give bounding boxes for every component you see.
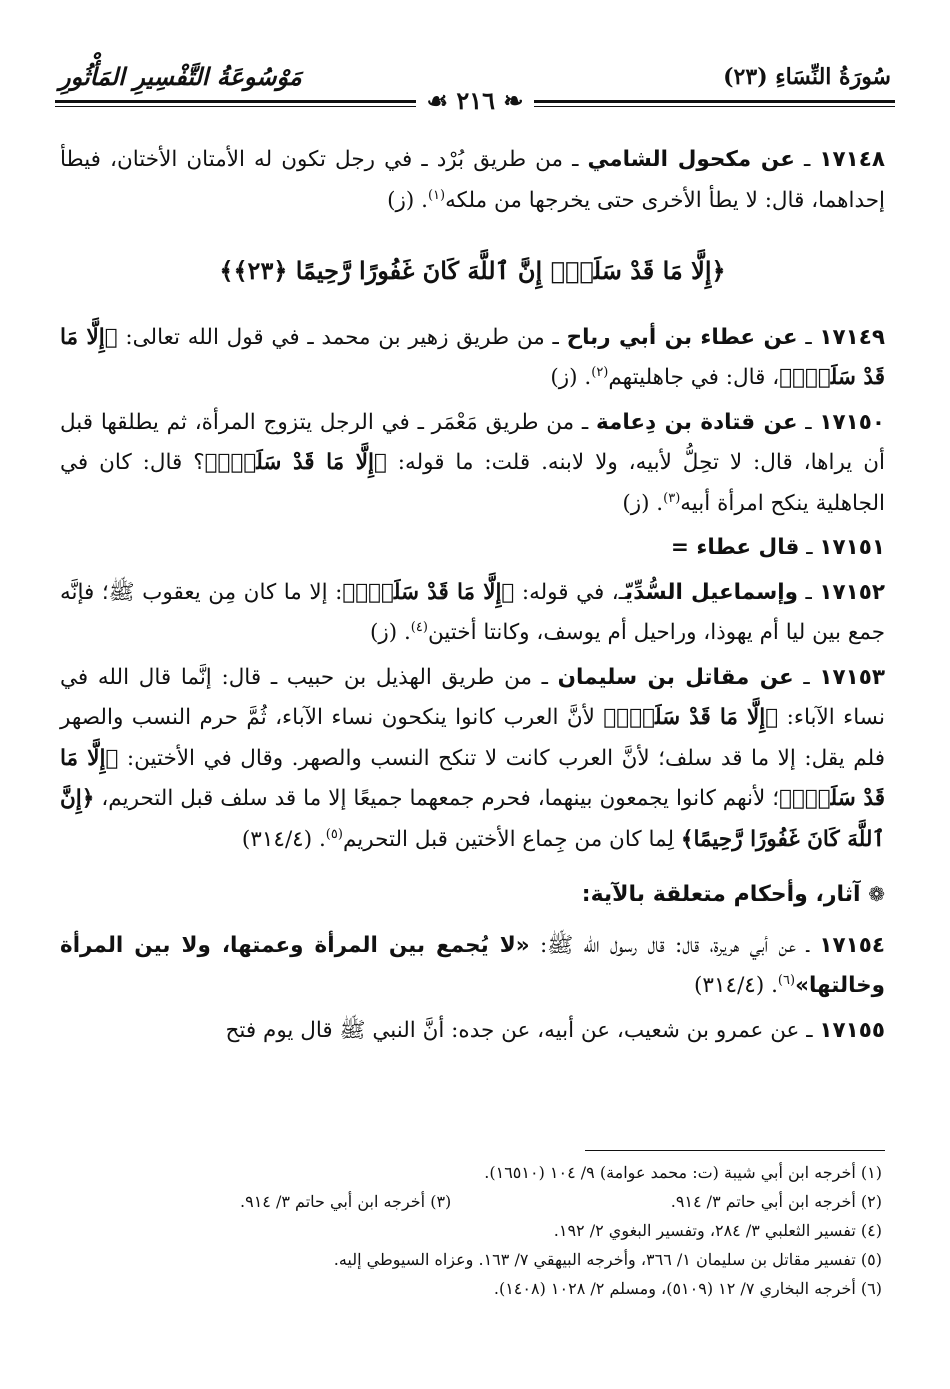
book-title: مَوْسُوعَةُ التَّفْسِيرِ المَأْثُورِ <box>59 62 302 91</box>
narrator-name: عن قتادة بن دِعامة <box>596 409 798 435</box>
athar-text: ـ عن عمرو بن شعيب، عن أبيه، عن جده: أنَّ النبي ﷺ قال يوم فتح <box>225 1017 813 1043</box>
footnote-3: (٣) أخرجه ابن أبي حاتم ٣/ ٩١٤. <box>240 1192 452 1211</box>
footnote-2: (٢) أخرجه ابن أبي حاتم ٣/ ٩١٤. <box>670 1192 882 1211</box>
footnote-ref: (١) <box>427 187 446 203</box>
footnote-ref: (٥) <box>325 826 343 842</box>
paragraph-17152: ١٧١٥٢ ـ وإسماعيل السُّدِّيّـ، في قوله: ﴿إِلَّا مَا قَدْ سَلَفَۗ﴾: إلا ما كان مِن يعقوب ﷺ؛ فإنَّه جمع بين ليا أم يهوذا، وراحيل أم يوسف، وكانتا أختين$^{(٤)}$. (ز) <box>60 579 885 645</box>
athar-text-2: ، قال: في جاهليتهم <box>608 365 780 390</box>
athar-text-2: : إلا ما كان مِن يعقوب ﷺ؛ فإنَّه جمع بين ليا أم يهوذا، وراحيل أم يوسف، وكانتا أختين <box>60 579 885 645</box>
paragraph-17153: ١٧١٥٣ ـ عن مقاتل بن سليمان ـ من طريق الهذيل بن حبيب ـ قال: إنَّما قال الله في نساء الآباء: ﴿إِلَّا مَا قَدْ سَلَفَۗ﴾ لأنَّ العرب كانوا ينكحون نساء الآباء، ثُمَّ حرم النسب والصهر فلم يقل: إلا ما قد سلف؛ لأنَّ العرب كانت لا تنكح النسب والصهر. وقال في الأختين: ﴿إِلَّا مَا قَدْ سَلَفَۗ﴾؛ لأنهم كانوا يجمعون بينهما، فحرم جمعهما جميعًا إلا ما قد سلف قبل التحريم، ﴿إِنَّ ٱللَّهَ كَانَ غَفُورًا رَّحِيمًا﴾ لِما كان من جِماع الأختين قبل التحريم$^{(٥)}$. (٣١٤/٤) <box>60 664 886 852</box>
paragraph-17151: ١٧١٥١ ـ قال عطاء = <box>670 535 885 560</box>
narrator-name: وإسماعيل السُّدِّيّ <box>625 579 799 605</box>
flower-icon: ❁ <box>868 882 885 906</box>
athar-text: ـ، في قوله: <box>521 579 626 605</box>
athar-text: ـ من طريق مَعْمَر ـ في الرجل يتزوج المرأة، ثم يطلقها قبل أن يراها، قال: لا تحِلُّ لأبيه، ولا لابنه. قلت: ما قوله: <box>60 409 885 475</box>
footnote-ref: (٣) <box>663 490 681 506</box>
footnote-1: (١) أخرجه ابن أبي شيبة (ت: محمد عوامة) ٩/ ١٠٤ (١٦٥١٠). <box>484 1163 882 1182</box>
footnote-4: (٤) تفسير الثعلبي ٣/ ٢٨٤، وتفسير البغوي ٢/ ١٩٢. <box>553 1221 882 1240</box>
footnote-ref: (٤) <box>410 619 428 635</box>
athar-tail: . (ز) <box>622 490 664 516</box>
athar-number: ١٧١٤٩ <box>819 324 885 350</box>
paragraph-17150: ١٧١٥٠ ـ عن قتادة بن دِعامة ـ من طريق مَعْمَر ـ في الرجل يتزوج المرأة، ثم يطلقها قبل أن يراها، قال: لا تحِلُّ لأبيه، ولا لابنه. قلت: ما قوله: ﴿إِلَّا مَا قَدْ سَلَفَۗ﴾؟ قال: كان في الجاهلية ينكح امرأة أبيه$^{(٣)}$. (ز) <box>60 409 886 516</box>
footnote-ref: (٢) <box>591 364 609 380</box>
athar-tail: . (ز) <box>387 187 428 213</box>
paragraph-17149: ١٧١٤٩ ـ عن عطاء بن أبي رباح ـ من طريق زهير بن محمد ـ في قول الله تعالى: ﴿إِلَّا مَا قَدْ سَلَفَۗ﴾، قال: في جاهليتهم$^{(٢)}$. (ز) <box>60 324 885 390</box>
quran-verse: ﴿إِلَّا مَا قَدْ سَلَفَۗ إِنَّ ٱللَّهَ كَانَ غَفُورًا رَّحِيمًا ﴿٢٣﴾﴾ <box>219 256 726 285</box>
footnote-5: (٥) تفسير مقاتل بن سليمان ١/ ٣٦٦، وأخرجه البيهقي ٧/ ١٦٣. وعزاه السيوطي إليه. <box>333 1250 882 1269</box>
athar-number: ١٧١٥٢ <box>819 579 885 605</box>
athar-text-4: لِما كان من جِماع الأختين قبل التحريم <box>342 826 674 852</box>
athar-text: ـ من طريق بُرْد ـ في رجل تكون له الأمتان الأختان، فيطأ إحداهما، قال: لا يطأ الأخرى حتى يخرجها من ملكه <box>60 147 885 213</box>
verse-quote: ﴿إِلَّا مَا قَدْ سَلَفَۗ﴾ <box>204 450 387 475</box>
narrator-name: قال عطاء = <box>670 535 800 560</box>
athar-number: ١٧١٥١ <box>819 535 885 560</box>
athar-text-2: ؟ قال: كان في الجاهلية ينكح امرأة أبيه <box>60 450 885 516</box>
verse-quote-2: ﴿إِلَّا مَا قَدْ سَلَفَۗ﴾ <box>60 745 885 811</box>
athar-number: ١٧١٤٨ <box>819 147 885 172</box>
athar-number: ١٧١٥٠ <box>819 409 886 435</box>
verse-quote: ﴿إِلَّا مَا قَدْ سَلَفَۗ﴾ <box>342 579 515 605</box>
athar-number: ١٧١٥٥ <box>819 1017 885 1043</box>
paragraph-17148: ١٧١٤٨ ـ عن مكحول الشامي ـ من طريق بُرْد ـ في رجل تكون له الأمتان الأختان، فيطأ إحداهما، قال: لا يطأ الأخرى حتى يخرجها من ملكه$^{(١)}$. (ز) <box>60 147 885 213</box>
main-text <box>60 140 885 1055</box>
athar-tail: . (٣١٤/٤) <box>694 973 778 998</box>
footnotes <box>70 1158 882 1303</box>
hadith-quote: «لا يُجمع بين المرأة وعمتها، ولا بين المرأة وخالتها» <box>60 932 885 998</box>
section-heading: ❁ آثار، وأحكام متعلقة بالآية: <box>581 882 885 907</box>
footnote-6: (٦) أخرجه البخاري ٧/ ١٢ (٥١٠٩)، ومسلم ٢/ ١٠٢٨ (١٤٠٨). <box>493 1279 882 1298</box>
athar-number: ١٧١٥٣ <box>819 664 886 690</box>
footnote-ref: (٦) <box>777 972 796 988</box>
paragraph-17154 <box>60 926 885 1007</box>
athar-text: ـ من طريق الهذيل بن حبيب ـ قال: إنَّما قال الله في نساء الآباء: <box>60 664 885 730</box>
footnote-separator <box>585 1150 885 1151</box>
athar-text: ـ عن أبي هريرة، قال: قال رسول الله ﷺ: <box>539 932 810 958</box>
page-number: ٢١٦ <box>456 86 496 115</box>
athar-tail: . (٣١٤/٤) <box>241 826 326 852</box>
verse-quote: ﴿إِلَّا مَا قَدْ سَلَفَۗ﴾ <box>603 705 779 730</box>
athar-text: ـ من طريق زهير بن محمد ـ في قول الله تعالى: <box>125 324 559 350</box>
narrator-name: عن مقاتل بن سليمان <box>557 664 794 690</box>
narrator-name: عن عطاء بن أبي رباح <box>566 324 798 350</box>
narrator-name: عن مكحول الشامي <box>587 147 795 172</box>
athar-number: ١٧١٥٤ <box>819 932 886 958</box>
page-number-wrap: ❧ ٢١٦ ☙ <box>0 86 950 115</box>
athar-tail: . (ز) <box>550 365 592 390</box>
verse-quote-3: ﴿إِنَّ ٱللَّهَ كَانَ غَفُورًا رَّحِيمًا﴾ <box>60 786 885 852</box>
paragraph-17155 <box>60 1011 885 1052</box>
athar-text-2: لأنَّ العرب كانوا ينكحون نساء الآباء، ثُمَّ حرم النسب والصهر فلم يقل: إلا ما قد سلف؛ لأنَّ العرب كانت لا تنكح النسب والصهر. وقال في الأختين: <box>60 705 885 771</box>
verse-quote: ﴿إِلَّا مَا قَدْ سَلَفَۗ﴾ <box>60 324 885 390</box>
sura-title: سُورَةُ النِّسَاءِ (٢٣) <box>723 64 891 90</box>
athar-tail: . (ز) <box>369 620 411 645</box>
athar-text-3: ؛ لأنهم كانوا يجمعون بينهما، فحرم جمعهما جميعًا إلا ما قد سلف قبل التحريم، <box>101 786 780 811</box>
